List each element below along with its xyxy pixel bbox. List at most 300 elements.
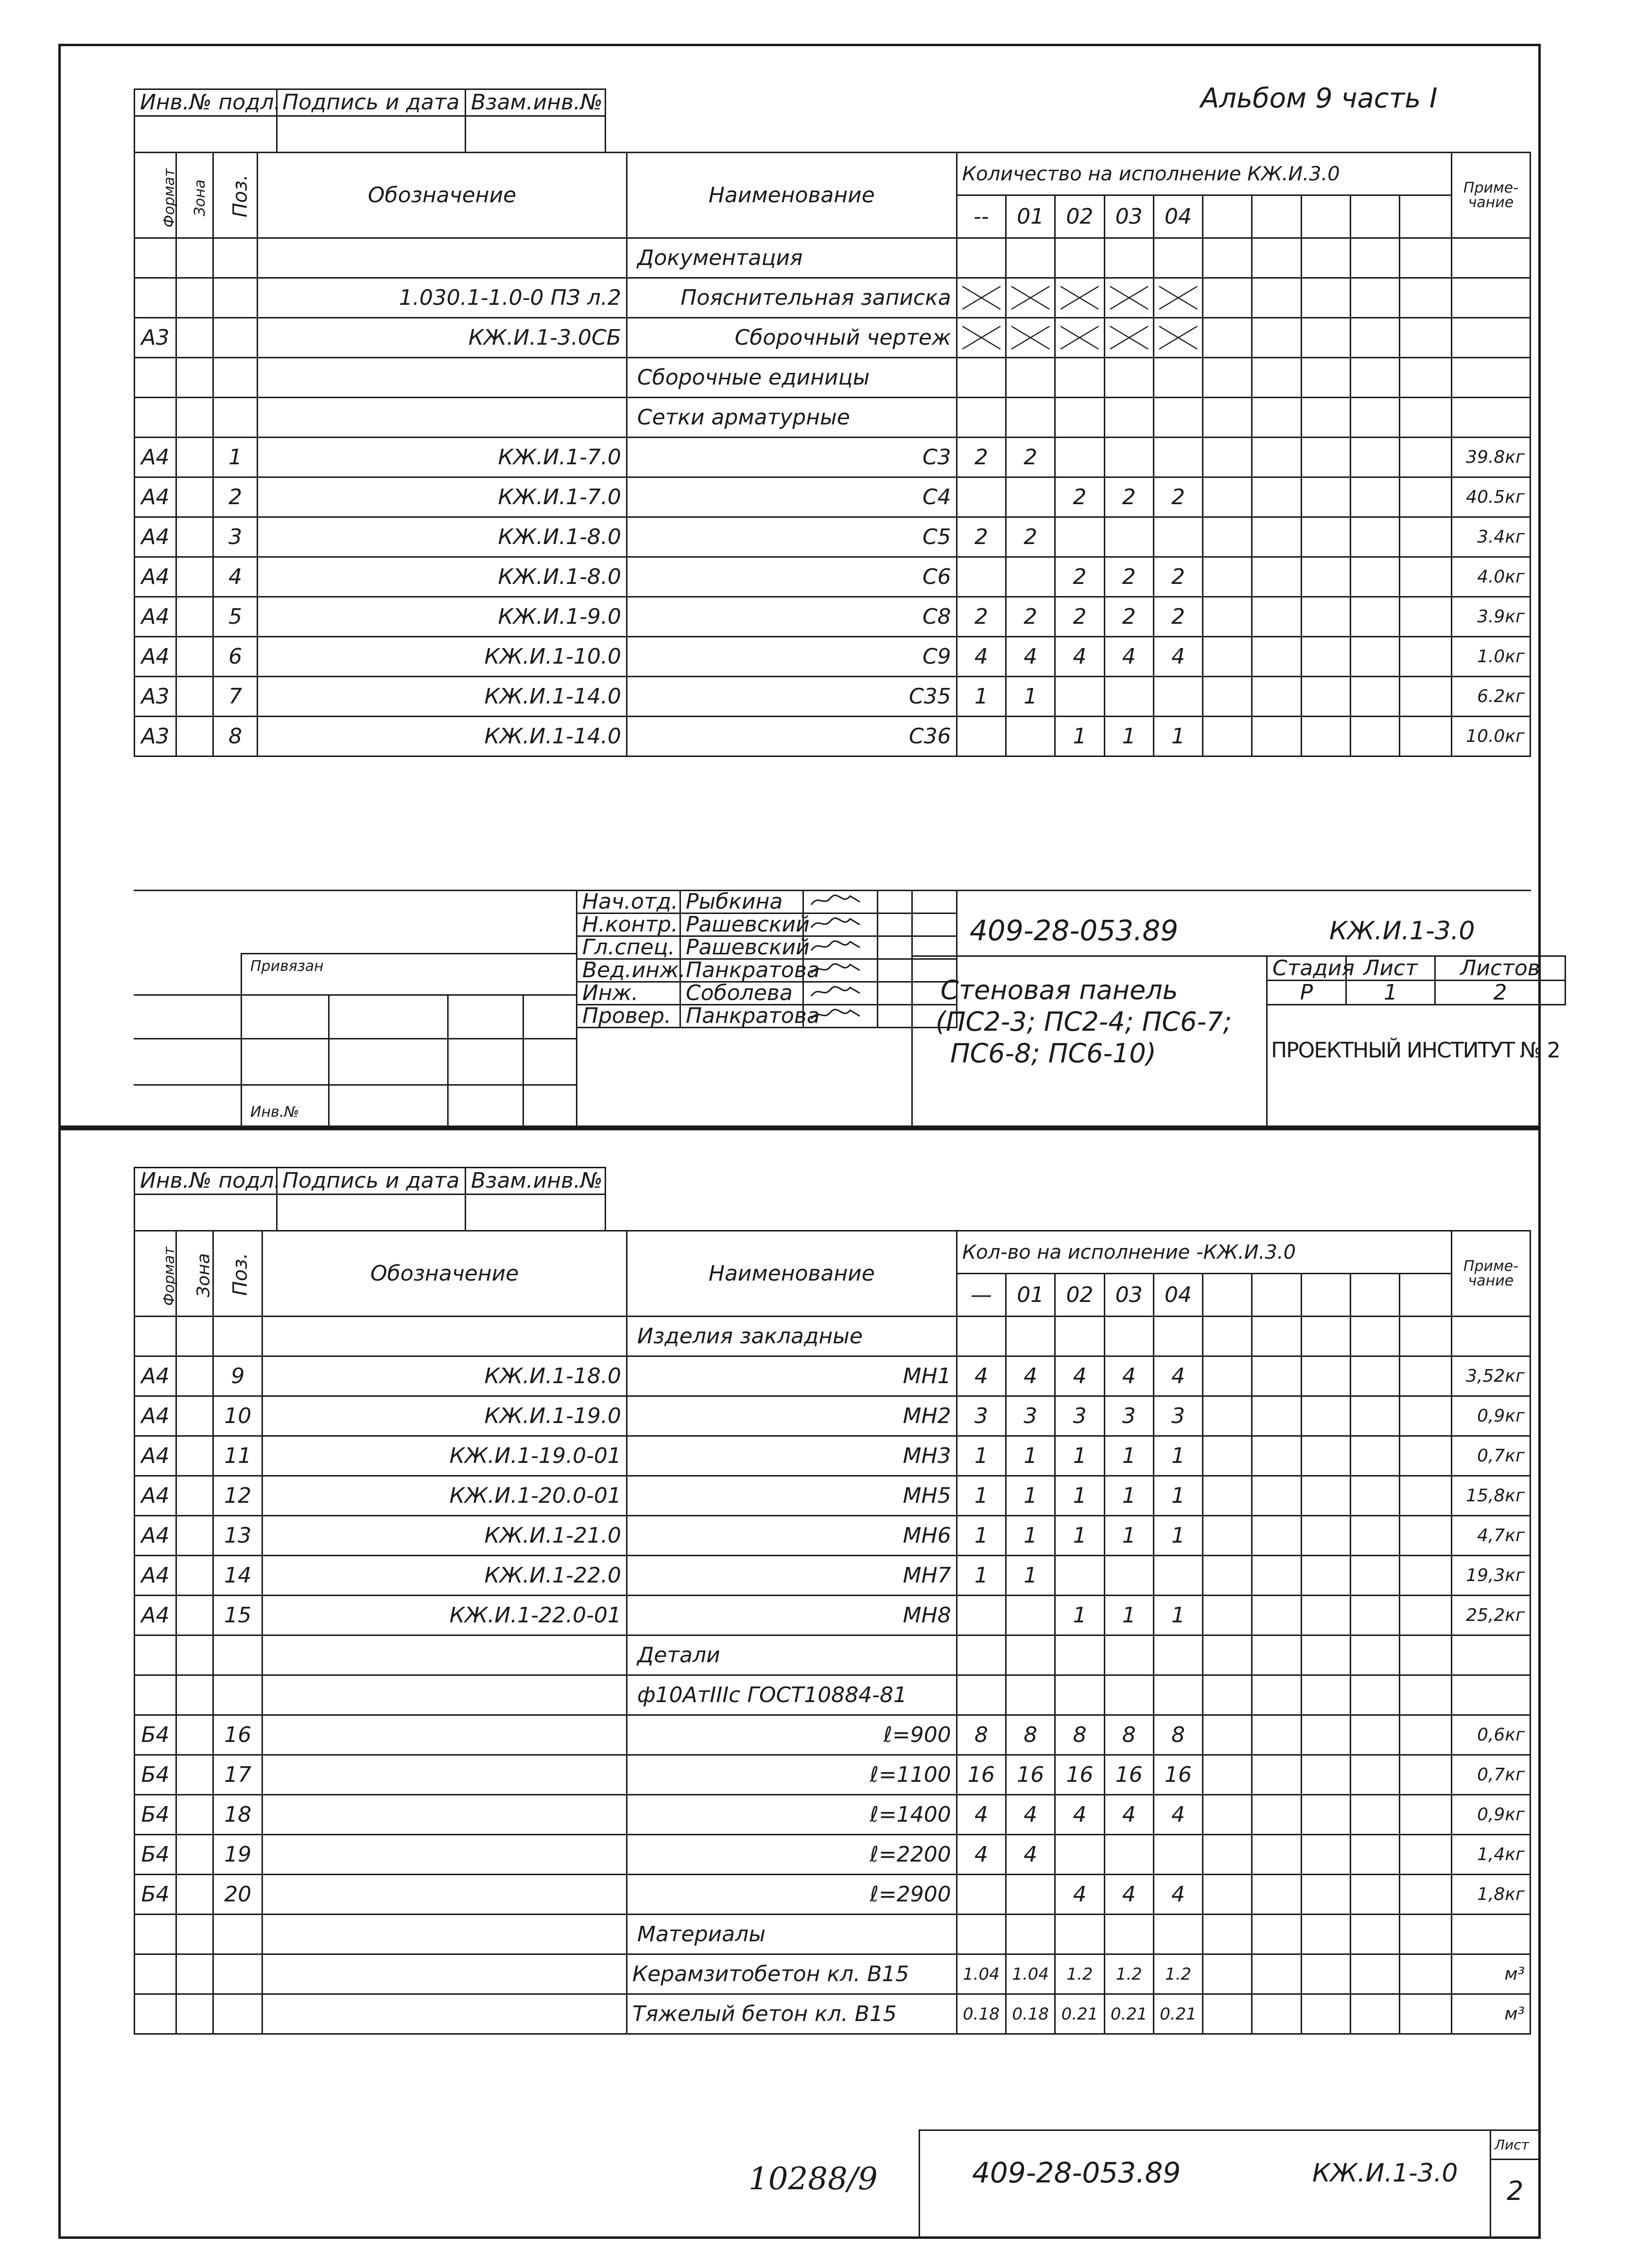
name-cell: МН5 bbox=[627, 1476, 957, 1516]
zone-cell bbox=[176, 1516, 213, 1556]
designation-cell bbox=[258, 398, 627, 438]
table-row bbox=[135, 1556, 1531, 1596]
qty-cell bbox=[1006, 1635, 1055, 1675]
stamp-person: Соболева bbox=[680, 982, 803, 1005]
name-cell: Сборочный чертеж bbox=[627, 318, 957, 358]
qty-cell: 4 bbox=[1104, 637, 1153, 677]
hdr-var-2: 02 bbox=[1055, 195, 1104, 238]
stamp-row bbox=[577, 959, 957, 982]
empty-cell bbox=[1400, 717, 1452, 756]
pos-cell bbox=[213, 398, 258, 438]
qty-cell: 1 bbox=[1055, 1596, 1104, 1635]
table-row bbox=[135, 1835, 1531, 1875]
empty-cell bbox=[1351, 1317, 1400, 1356]
empty-cell bbox=[1252, 1635, 1301, 1675]
qty-cell bbox=[957, 1915, 1006, 1954]
b-stamp-sheet-label: Лист bbox=[1495, 2137, 1529, 2153]
pos-cell: 13 bbox=[213, 1516, 262, 1556]
empty-cell bbox=[1203, 1835, 1252, 1875]
b-strip-sign: Подпись и дата bbox=[277, 1168, 466, 1195]
qty-cell: 1 bbox=[1153, 1436, 1202, 1476]
empty-cell bbox=[1203, 1317, 1252, 1356]
empty-cell bbox=[1252, 477, 1301, 517]
format-cell: Б4 bbox=[135, 1835, 176, 1875]
qty-cell bbox=[1153, 278, 1202, 318]
b-hdr-zone: Зона bbox=[176, 1231, 213, 1317]
name-cell: С8 bbox=[627, 597, 957, 637]
zone-cell bbox=[176, 637, 213, 677]
stage-value: Р bbox=[1267, 981, 1346, 1005]
zone-cell bbox=[176, 1356, 213, 1396]
zone-cell bbox=[176, 1476, 213, 1516]
table-row bbox=[135, 557, 1531, 597]
empty-cell bbox=[1252, 1675, 1301, 1715]
stamp-role: Нач.отд. bbox=[577, 891, 680, 914]
stamp-row bbox=[577, 891, 957, 914]
qty-cell bbox=[957, 238, 1006, 278]
empty-cell bbox=[1301, 1875, 1350, 1915]
empty-cell bbox=[1351, 517, 1400, 557]
empty-cell bbox=[1400, 1795, 1451, 1835]
qty-cell: 1 bbox=[1153, 1516, 1202, 1556]
stamp-signatures bbox=[576, 890, 957, 1106]
b-strip-replace: Взам.инв.№ bbox=[466, 1168, 606, 1195]
empty-cell bbox=[1203, 557, 1252, 597]
qty-cell bbox=[957, 398, 1006, 438]
qty-cell bbox=[1006, 398, 1055, 438]
qty-cell: 1 bbox=[957, 1516, 1006, 1556]
table-row bbox=[135, 438, 1531, 477]
qty-cell bbox=[1104, 438, 1153, 477]
table-row bbox=[135, 477, 1531, 517]
qty-cell: 1 bbox=[1104, 1436, 1153, 1476]
designation-cell bbox=[262, 1915, 627, 1954]
qty-cell: 4 bbox=[1006, 1356, 1055, 1396]
empty-cell bbox=[1301, 1915, 1350, 1954]
table-row bbox=[135, 637, 1531, 677]
b-hdr-var-2: 02 bbox=[1055, 1274, 1104, 1317]
pos-cell: 20 bbox=[213, 1875, 262, 1915]
empty-cell bbox=[1203, 1396, 1252, 1436]
empty-cell bbox=[1252, 517, 1301, 557]
name-cell: С3 bbox=[627, 438, 957, 477]
name-cell: Изделия закладные bbox=[627, 1317, 957, 1356]
empty-cell bbox=[1203, 1715, 1252, 1755]
stamp-role: Вед.инж. bbox=[577, 959, 680, 982]
qty-cell bbox=[1055, 1556, 1104, 1596]
empty-cell bbox=[1252, 597, 1301, 637]
stamp-title-3: ПС6-8; ПС6-10) bbox=[950, 1038, 1156, 1069]
qty-cell: 1 bbox=[1055, 1476, 1104, 1516]
zone-cell bbox=[176, 597, 213, 637]
qty-cell: 2 bbox=[1006, 438, 1055, 477]
hdr-designation: Обозначение bbox=[258, 153, 627, 238]
qty-cell: 1 bbox=[957, 1476, 1006, 1516]
b-hdr-pos: Поз. bbox=[213, 1231, 262, 1317]
qty-cell: 4 bbox=[1055, 637, 1104, 677]
qty-cell: 4 bbox=[1153, 1356, 1202, 1396]
zone-cell bbox=[176, 438, 213, 477]
zone-cell bbox=[176, 557, 213, 597]
empty-cell bbox=[1203, 358, 1252, 398]
sheet-label: Лист bbox=[1346, 956, 1435, 981]
empty-cell bbox=[1351, 1635, 1400, 1675]
qty-cell bbox=[1006, 238, 1055, 278]
qty-cell bbox=[1153, 1317, 1202, 1356]
qty-cell: 4 bbox=[1104, 1875, 1153, 1915]
empty-cell bbox=[1351, 1715, 1400, 1755]
empty-cell bbox=[1203, 637, 1252, 677]
note-cell bbox=[1451, 318, 1530, 358]
name-cell: ℓ=1400 bbox=[627, 1795, 957, 1835]
qty-cell: 8 bbox=[1153, 1715, 1202, 1755]
zone-cell bbox=[176, 278, 213, 318]
qty-cell bbox=[1055, 238, 1104, 278]
note-cell: 0,9кг bbox=[1451, 1396, 1530, 1436]
hdr-name: Наименование bbox=[627, 153, 957, 238]
empty-cell bbox=[1301, 318, 1350, 358]
b-hdr-designation: Обозначение bbox=[262, 1231, 627, 1317]
qty-cell: 2 bbox=[1104, 557, 1153, 597]
note-cell: 10.0кг bbox=[1451, 717, 1530, 756]
pos-cell: 11 bbox=[213, 1436, 262, 1476]
qty-cell: 1.2 bbox=[1153, 1954, 1202, 1994]
qty-cell bbox=[1006, 1875, 1055, 1915]
empty-cell bbox=[1301, 1635, 1350, 1675]
format-cell: А4 bbox=[135, 1596, 176, 1635]
table-row bbox=[135, 1954, 1531, 1994]
table-row bbox=[135, 1994, 1531, 2034]
designation-cell: КЖ.И.1-18.0 bbox=[262, 1356, 627, 1396]
empty-cell bbox=[1400, 1596, 1451, 1635]
pos-cell: 14 bbox=[213, 1556, 262, 1596]
empty-cell bbox=[1351, 477, 1400, 517]
format-cell: Б4 bbox=[135, 1875, 176, 1915]
pos-cell bbox=[213, 1317, 262, 1356]
empty-cell bbox=[1252, 717, 1301, 756]
empty-cell bbox=[1351, 597, 1400, 637]
empty-cell bbox=[1400, 1675, 1451, 1715]
qty-cell: 4 bbox=[957, 1356, 1006, 1396]
bottom-stamp bbox=[919, 2129, 1541, 2239]
note-cell: 4.0кг bbox=[1451, 557, 1530, 597]
pos-cell: 10 bbox=[213, 1396, 262, 1436]
note-cell bbox=[1451, 358, 1530, 398]
b-hdr-name: Наименование bbox=[627, 1231, 957, 1317]
zone-cell bbox=[176, 1795, 213, 1835]
format-cell bbox=[135, 1317, 176, 1356]
qty-cell: 16 bbox=[1153, 1755, 1202, 1795]
pos-cell: 12 bbox=[213, 1476, 262, 1516]
empty-cell bbox=[1400, 1954, 1451, 1994]
sheets-value: 2 bbox=[1435, 981, 1566, 1005]
designation-cell: КЖ.И.1-22.0 bbox=[262, 1556, 627, 1596]
album-note: Альбом 9 часть I bbox=[1201, 83, 1438, 114]
note-cell: 3.9кг bbox=[1451, 597, 1530, 637]
qty-cell: 1 bbox=[1006, 677, 1055, 717]
empty-cell bbox=[1400, 438, 1452, 477]
qty-cell bbox=[1006, 1317, 1055, 1356]
handwritten-number: 10288/9 bbox=[748, 2161, 878, 2197]
empty-cell bbox=[1400, 1875, 1451, 1915]
pos-cell bbox=[213, 1635, 262, 1675]
empty-cell bbox=[1351, 1556, 1400, 1596]
empty-cell bbox=[1400, 1994, 1451, 2034]
empty-cell bbox=[1301, 1715, 1350, 1755]
empty-cell bbox=[1252, 1795, 1301, 1835]
name-cell: С36 bbox=[627, 717, 957, 756]
note-cell: 3,52кг bbox=[1451, 1356, 1530, 1396]
empty-cell bbox=[1203, 1516, 1252, 1556]
qty-cell bbox=[1055, 1675, 1104, 1715]
note-cell bbox=[1451, 1635, 1530, 1675]
qty-cell: 1 bbox=[1055, 1516, 1104, 1556]
qty-cell: 2 bbox=[1055, 597, 1104, 637]
empty-cell bbox=[1252, 1875, 1301, 1915]
qty-cell: 4 bbox=[1153, 1795, 1202, 1835]
designation-cell: КЖ.И.1-14.0 bbox=[258, 677, 627, 717]
qty-cell bbox=[957, 1317, 1006, 1356]
name-cell: ℓ=900 bbox=[627, 1715, 957, 1755]
b-strip-inv: Инв.№ подл. bbox=[135, 1168, 277, 1195]
qty-cell bbox=[1104, 1675, 1153, 1715]
stamp-mark: КЖ.И.1-3.0 bbox=[1329, 916, 1475, 946]
designation-cell: КЖ.И.1-9.0 bbox=[258, 597, 627, 637]
pos-cell: 6 bbox=[213, 637, 258, 677]
empty-cell bbox=[1252, 1994, 1301, 2034]
empty-cell bbox=[1301, 1556, 1350, 1596]
qty-cell: 1 bbox=[1153, 717, 1202, 756]
format-cell: Б4 bbox=[135, 1715, 176, 1755]
empty-cell bbox=[1203, 1875, 1252, 1915]
qty-cell bbox=[1055, 1635, 1104, 1675]
designation-cell bbox=[262, 1835, 627, 1875]
name-cell: ф10АтIIIс ГОСТ10884-81 bbox=[627, 1675, 957, 1715]
empty-cell bbox=[1400, 1516, 1451, 1556]
format-cell bbox=[135, 278, 176, 318]
qty-cell bbox=[1104, 677, 1153, 717]
table-row bbox=[135, 1396, 1531, 1436]
qty-cell: 2 bbox=[1055, 477, 1104, 517]
designation-cell bbox=[262, 1954, 627, 1994]
table-row bbox=[135, 1635, 1531, 1675]
table-row bbox=[135, 597, 1531, 637]
stamp-stage-table bbox=[1266, 955, 1566, 1005]
b-stamp-doc-code: 409-28-053.89 bbox=[972, 2156, 1181, 2189]
zone-cell bbox=[176, 1396, 213, 1436]
empty-cell bbox=[1400, 1635, 1451, 1675]
qty-cell: 1.2 bbox=[1104, 1954, 1153, 1994]
table-row bbox=[135, 1795, 1531, 1835]
qty-cell: 4 bbox=[1055, 1875, 1104, 1915]
name-cell: МН8 bbox=[627, 1596, 957, 1635]
qty-cell bbox=[957, 278, 1006, 318]
zone-cell bbox=[176, 1317, 213, 1356]
empty-cell bbox=[1252, 1436, 1301, 1476]
format-cell: Б4 bbox=[135, 1795, 176, 1835]
note-cell: 0,9кг bbox=[1451, 1795, 1530, 1835]
hdr-note: Приме-чание bbox=[1451, 153, 1530, 238]
zone-cell bbox=[176, 1835, 213, 1875]
qty-cell bbox=[1104, 1835, 1153, 1875]
empty-cell bbox=[1351, 1516, 1400, 1556]
qty-cell bbox=[1104, 238, 1153, 278]
format-cell: А4 bbox=[135, 1356, 176, 1396]
strip-sign: Подпись и дата bbox=[277, 89, 466, 116]
empty-cell bbox=[1400, 1436, 1451, 1476]
qty-cell bbox=[1153, 1915, 1202, 1954]
qty-cell bbox=[1104, 517, 1153, 557]
empty-cell bbox=[1252, 1317, 1301, 1356]
empty-cell bbox=[1400, 677, 1452, 717]
hdr-var-0: -- bbox=[957, 195, 1006, 238]
empty-cell bbox=[1400, 477, 1452, 517]
qty-cell bbox=[1006, 557, 1055, 597]
qty-cell: 1 bbox=[1104, 717, 1153, 756]
stamp-inv-label: Инв.№ bbox=[250, 1104, 299, 1121]
format-cell: А3 bbox=[135, 677, 176, 717]
note-cell: 40.5кг bbox=[1451, 477, 1530, 517]
designation-cell: КЖ.И.1-7.0 bbox=[258, 477, 627, 517]
stamp-title-2: (ПС2-3; ПС2-4; ПС6-7; bbox=[936, 1006, 1232, 1037]
empty-cell bbox=[1301, 438, 1350, 477]
qty-cell: 4 bbox=[957, 637, 1006, 677]
qty-cell bbox=[1153, 677, 1202, 717]
empty-cell bbox=[1351, 1795, 1400, 1835]
empty-cell bbox=[1252, 438, 1301, 477]
name-cell: Тяжелый бетон кл. В15 bbox=[627, 1994, 957, 2034]
pos-cell: 17 bbox=[213, 1755, 262, 1795]
qty-cell: 1 bbox=[1153, 1476, 1202, 1516]
empty-cell bbox=[1351, 1875, 1400, 1915]
qty-cell bbox=[1055, 318, 1104, 358]
empty-cell bbox=[1203, 1596, 1252, 1635]
empty-cell bbox=[1301, 398, 1350, 438]
qty-cell bbox=[957, 1596, 1006, 1635]
zone-cell bbox=[176, 398, 213, 438]
empty-cell bbox=[1252, 677, 1301, 717]
empty-cell bbox=[1301, 1596, 1350, 1635]
stamp-signature bbox=[803, 982, 878, 1005]
note-cell bbox=[1451, 1317, 1530, 1356]
pos-cell: 15 bbox=[213, 1596, 262, 1635]
empty-cell bbox=[1203, 1954, 1252, 1994]
format-cell bbox=[135, 1675, 176, 1715]
empty-cell bbox=[1203, 1915, 1252, 1954]
pos-cell bbox=[213, 1954, 262, 1994]
qty-cell bbox=[957, 557, 1006, 597]
empty-cell bbox=[1400, 1915, 1451, 1954]
qty-cell: 4 bbox=[957, 1835, 1006, 1875]
empty-cell bbox=[1400, 1755, 1451, 1795]
empty-cell bbox=[1400, 517, 1452, 557]
qty-cell bbox=[1006, 278, 1055, 318]
qty-cell bbox=[1006, 477, 1055, 517]
qty-cell: 3 bbox=[1153, 1396, 1202, 1436]
empty-cell bbox=[1301, 1516, 1350, 1556]
table-row bbox=[135, 1476, 1531, 1516]
note-cell: 3.4кг bbox=[1451, 517, 1530, 557]
pos-cell: 8 bbox=[213, 717, 258, 756]
empty-cell bbox=[1252, 1915, 1301, 1954]
b-hdr-var-3: 03 bbox=[1104, 1274, 1153, 1317]
qty-cell: 1 bbox=[1055, 717, 1104, 756]
note-cell bbox=[1451, 1675, 1530, 1715]
format-cell bbox=[135, 398, 176, 438]
empty-cell bbox=[1400, 557, 1452, 597]
name-cell: Детали bbox=[627, 1635, 957, 1675]
empty-cell bbox=[1252, 1356, 1301, 1396]
empty-cell bbox=[1203, 517, 1252, 557]
empty-cell bbox=[1203, 1795, 1252, 1835]
format-cell: А3 bbox=[135, 717, 176, 756]
qty-cell bbox=[1153, 358, 1202, 398]
designation-cell bbox=[262, 1715, 627, 1755]
empty-cell bbox=[1203, 318, 1252, 358]
stamp-role: Провер. bbox=[577, 1005, 680, 1028]
zone-cell bbox=[176, 1635, 213, 1675]
stamp-title-1: Стеновая панель bbox=[940, 975, 1178, 1005]
note-cell: 39.8кг bbox=[1451, 438, 1530, 477]
empty-cell bbox=[1351, 1396, 1400, 1436]
qty-cell bbox=[1153, 438, 1202, 477]
designation-cell: КЖ.И.1-7.0 bbox=[258, 438, 627, 477]
designation-cell bbox=[262, 1755, 627, 1795]
qty-cell: 1 bbox=[957, 677, 1006, 717]
empty-cell bbox=[1301, 1795, 1350, 1835]
stamp-person: Рашевский bbox=[680, 914, 803, 936]
designation-cell: КЖ.И.1-19.0 bbox=[262, 1396, 627, 1436]
qty-cell: 2 bbox=[957, 438, 1006, 477]
empty-cell bbox=[1203, 1476, 1252, 1516]
zone-cell bbox=[176, 1915, 213, 1954]
empty-cell bbox=[1301, 1476, 1350, 1516]
designation-cell: КЖ.И.1-3.0СБ bbox=[258, 318, 627, 358]
qty-cell: 3 bbox=[1055, 1396, 1104, 1436]
table-row bbox=[135, 1875, 1531, 1915]
empty-cell bbox=[1400, 398, 1452, 438]
name-cell: ℓ=1100 bbox=[627, 1755, 957, 1795]
table-row bbox=[135, 238, 1531, 278]
qty-cell: 4 bbox=[1153, 1875, 1202, 1915]
designation-cell bbox=[262, 1795, 627, 1835]
qty-cell bbox=[1006, 1675, 1055, 1715]
table-row bbox=[135, 358, 1531, 398]
note-cell: 0,7кг bbox=[1451, 1436, 1530, 1476]
empty-cell bbox=[1351, 1476, 1400, 1516]
table-row bbox=[135, 717, 1531, 756]
note-cell: м³ bbox=[1451, 1954, 1530, 1994]
format-cell: А4 bbox=[135, 557, 176, 597]
pos-cell bbox=[213, 1915, 262, 1954]
table-row bbox=[135, 398, 1531, 438]
format-cell bbox=[135, 1635, 176, 1675]
format-cell: А4 bbox=[135, 477, 176, 517]
zone-cell bbox=[176, 1596, 213, 1635]
qty-cell: 2 bbox=[1104, 597, 1153, 637]
empty-cell bbox=[1203, 238, 1252, 278]
note-cell bbox=[1451, 1915, 1530, 1954]
empty-cell bbox=[1203, 597, 1252, 637]
empty-cell bbox=[1351, 1994, 1400, 2034]
qty-cell: 4 bbox=[1055, 1356, 1104, 1396]
table-row bbox=[135, 1675, 1531, 1715]
empty-cell bbox=[1400, 238, 1452, 278]
empty-cell bbox=[1252, 358, 1301, 398]
format-cell: А4 bbox=[135, 637, 176, 677]
empty-cell bbox=[1203, 1356, 1252, 1396]
qty-cell: 2 bbox=[957, 517, 1006, 557]
